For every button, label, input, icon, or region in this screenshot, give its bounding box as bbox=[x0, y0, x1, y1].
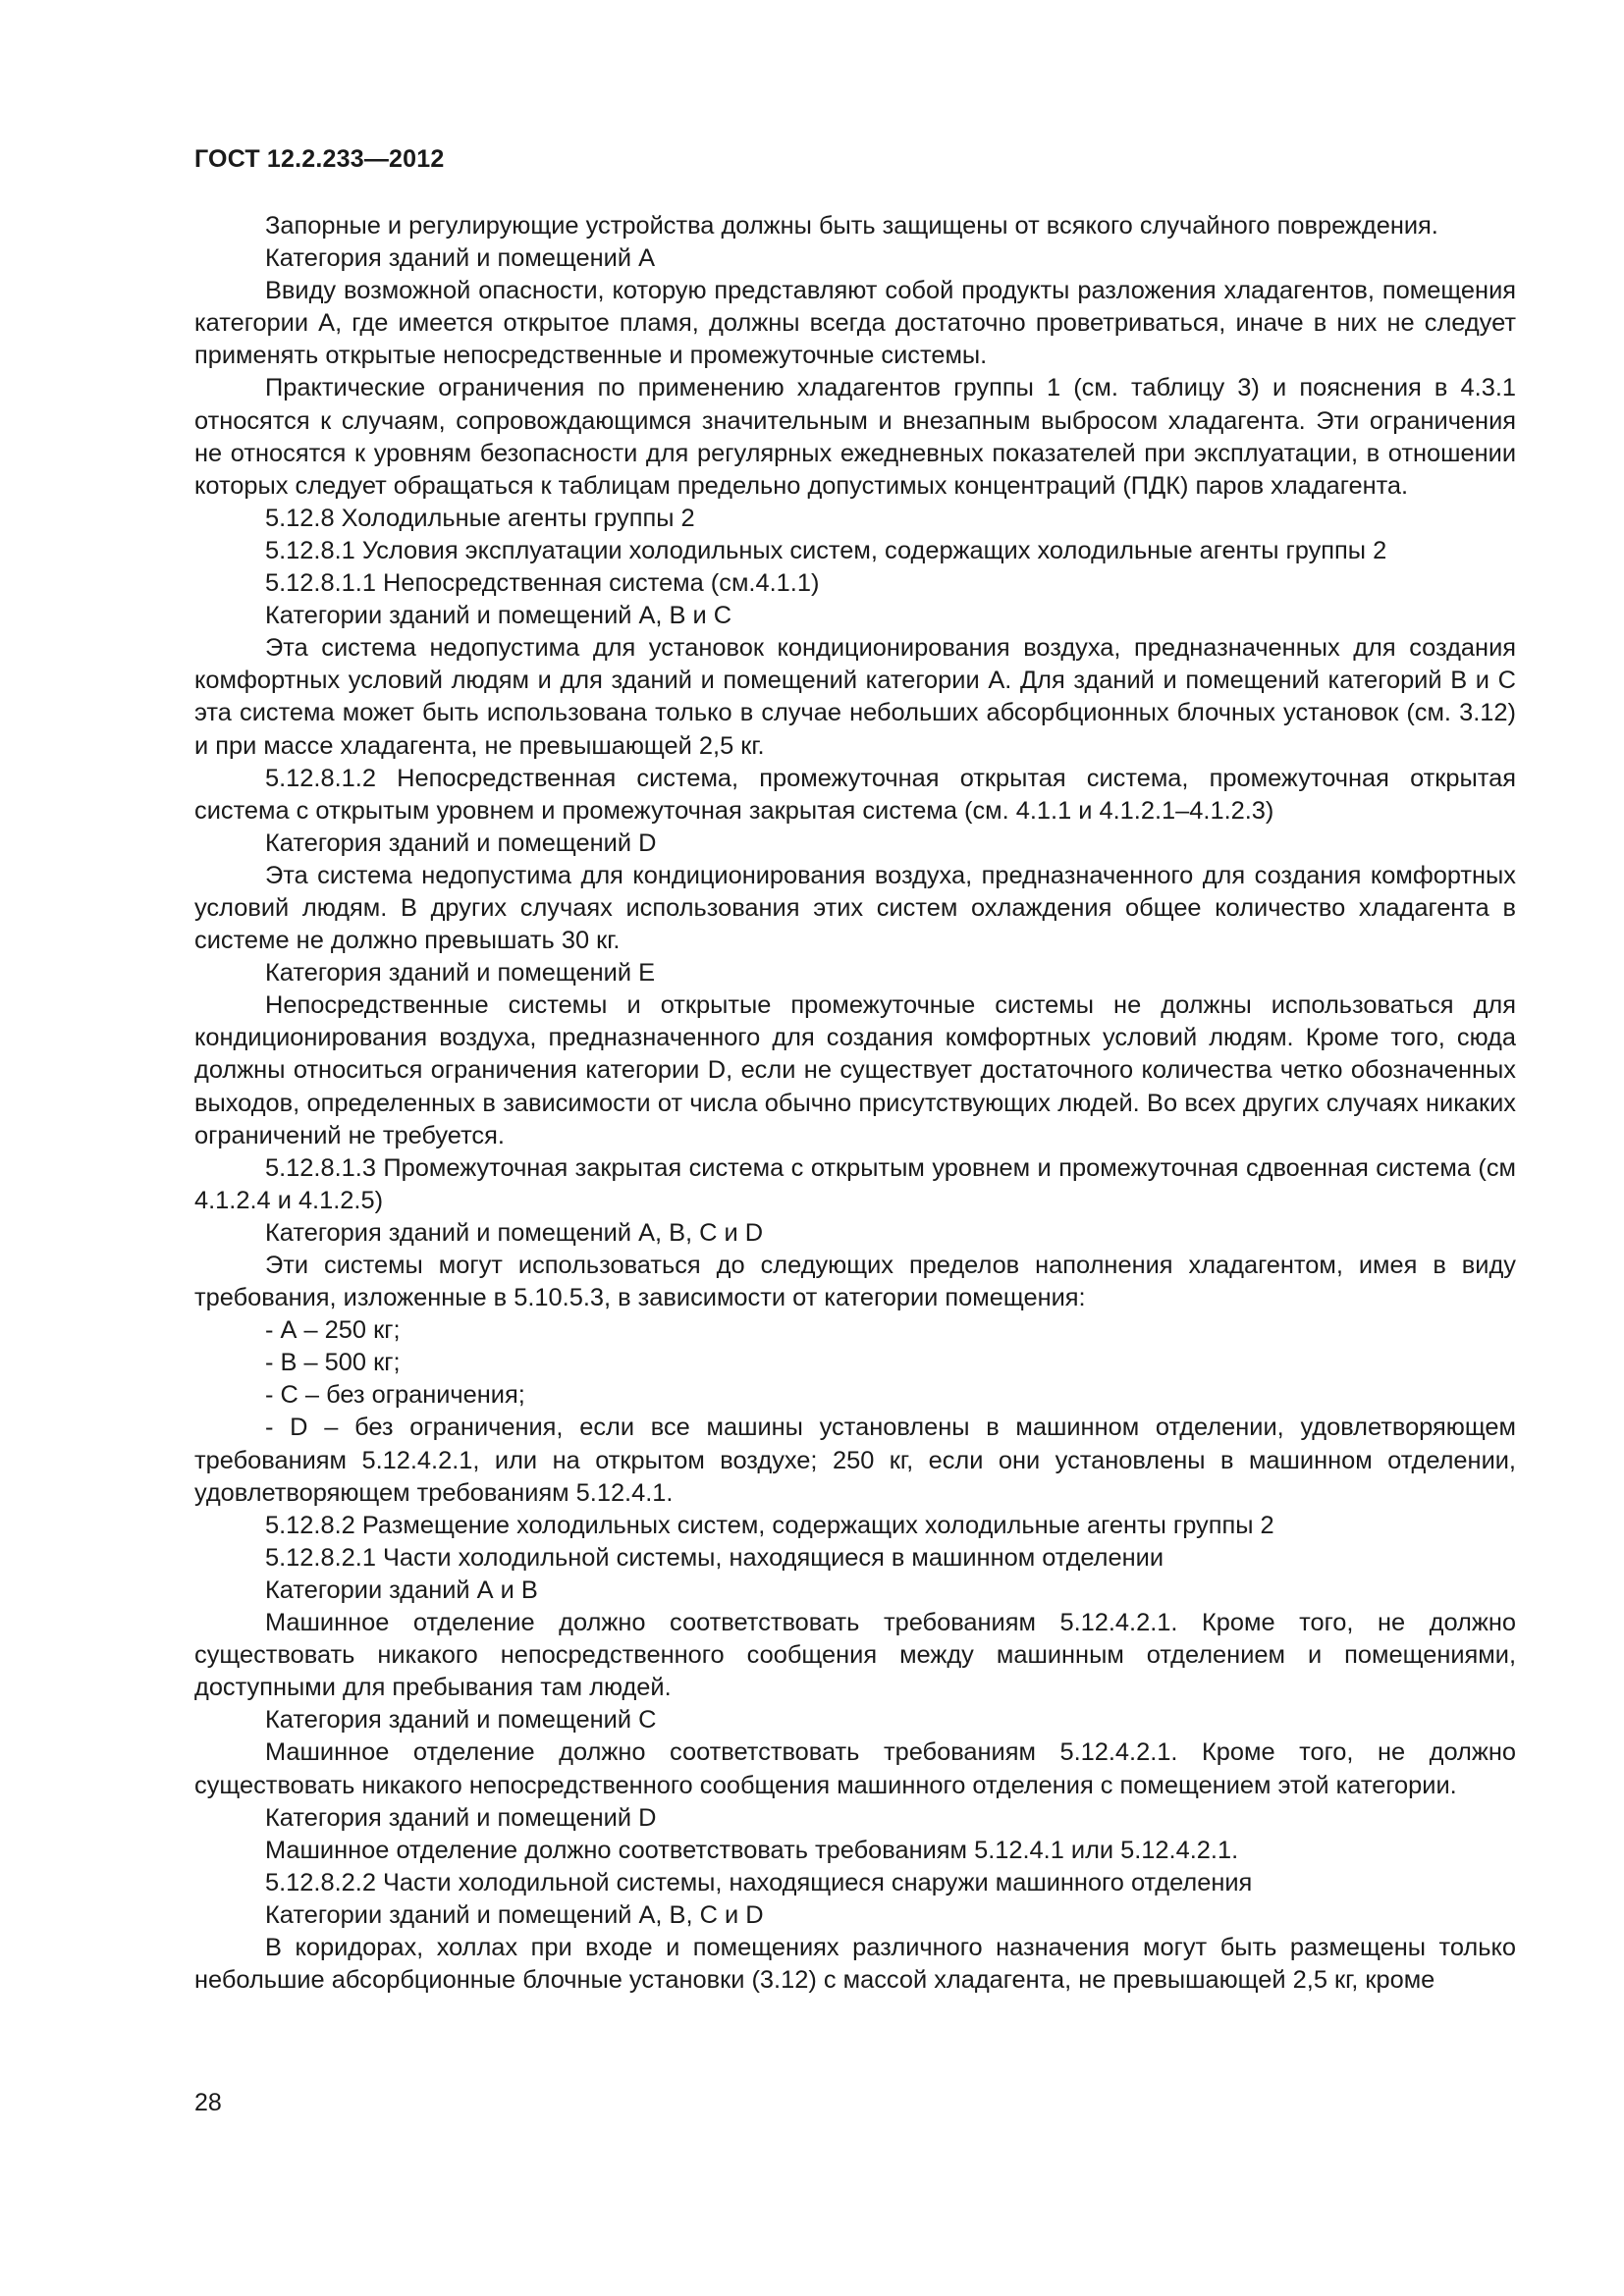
paragraph: Практические ограничения по применению хладагентов группы 1 (см. таблицу 3) и пояснения в 4.3.1 относятся к случаям, сопровождающимся значительным и внезапным выбросом хладагента. Эти ограничения не относятся к уровням безопасности для регулярных ежедневных показателей при эксплуатации, в отношении которых следует обращаться к таблицам предельно допустимых концентраций (ПДК) паров хладагента. bbox=[194, 374, 1516, 500]
category-heading: Категория зданий и помещений А, В, С и D bbox=[265, 1218, 764, 1247]
section-heading: 5.12.8.1.3 Промежуточная закрытая система с открытым уровнем и промежуточная сдвоенная система (см 4.1.2.4 и 4.1.2.5) bbox=[194, 1153, 1516, 1214]
paragraph: Эта система недопустима для кондиционирования воздуха, предназначенного для создания комфортных условий людям. В других случаях использования этих систем охлаждения общее количество хладагента в системе не должно превышать 30 кг. bbox=[194, 861, 1516, 955]
section-heading: 5.12.8.2 Размещение холодильных систем, содержащих холодильные агенты группы 2 bbox=[265, 1511, 1274, 1539]
category-heading: Категория зданий и помещений А bbox=[265, 244, 656, 273]
paragraph: Эти системы могут использоваться до следующих пределов наполнения хладагентом, имея в виду требования, изложенные в 5.10.5.3, в зависимости от категории помещения: bbox=[194, 1252, 1516, 1312]
section-heading: 5.12.8.2.2 Части холодильной системы, находящиеся снаружи машинного отделения bbox=[265, 1868, 1253, 1896]
category-heading: Категория зданий и помещений D bbox=[265, 1803, 657, 1832]
category-heading: Категории зданий и помещений А, В, С и D bbox=[265, 1900, 764, 1929]
category-heading: Категории зданий и помещений А, В и С bbox=[265, 602, 732, 630]
category-heading: Категория зданий и помещений Е bbox=[265, 959, 656, 988]
page-number: 28 bbox=[194, 2089, 222, 2116]
paragraph: Машинное отделение должно соответствовать требованиям 5.12.4.2.1. Кроме того, не должно существовать никакого непосредственного сообщения между машинным отделением и помещениями, доступными для пребывания там людей. bbox=[194, 1609, 1516, 1702]
paragraph: В коридорах, холлах при входе и помещениях различного назначения могут быть размещены только небольшие абсорбционные блочные установки (3.12) с массой хладагента, не превышающей 2,5 кг, кроме bbox=[194, 1933, 1516, 1995]
section-heading: 5.12.8.2.1 Части холодильной системы, находящиеся в машинном отделении bbox=[265, 1543, 1164, 1572]
list-item: - С – без ограничения; bbox=[265, 1381, 525, 1410]
paragraph: Непосредственные системы и открытые промежуточные системы не должны использоваться для кондиционирования воздуха, предназначенного для создания комфортных условий людям. Кроме того, сюда должны относиться ограничения категории D, если не существует достаточного количества четко обозначенных выходов, определенных в зависимости от числа обычно присутствующих людей. Во всех других случаях никаких ограничений не требуется. bbox=[194, 991, 1516, 1149]
section-heading: 5.12.8.1.1 Непосредственная система (см.4.1.1) bbox=[265, 569, 820, 598]
list-item: - В – 500 кг; bbox=[265, 1349, 401, 1377]
category-heading: Категория зданий и помещений С bbox=[265, 1706, 657, 1735]
list-item: - D – без ограничения, если все машины установлены в машинном отделении, удовлетворяющем требованиям 5.12.4.2.1, или на открытом воздухе; 250 кг, если они установлены в машинном отделении, удовлетворяющем требованиям 5.12.4.1. bbox=[194, 1414, 1516, 1507]
document-header: ГОСТ 12.2.233—2012 bbox=[194, 145, 445, 173]
category-heading: Категории зданий А и В bbox=[265, 1575, 538, 1604]
paragraph: Машинное отделение должно соответствовать требованиям 5.12.4.1 или 5.12.4.2.1. bbox=[265, 1836, 1239, 1864]
document-body bbox=[194, 210, 1516, 1997]
category-heading: Категория зданий и помещений D bbox=[265, 828, 657, 857]
section-heading: 5.12.8 Холодильные агенты группы 2 bbox=[265, 504, 695, 532]
section-heading: 5.12.8.1 Условия эксплуатации холодильных систем, содержащих холодильные агенты группы 2 bbox=[265, 536, 1387, 564]
paragraph: Ввиду возможной опасности, которую представляют собой продукты разложения хладагентов, помещения категории А, где имеется открытое пламя, должны всегда достаточно проветриваться, иначе в них не следует применять открытые непосредственные и промежуточные системы. bbox=[194, 277, 1516, 370]
section-heading: 5.12.8.1.2 Непосредственная система, промежуточная открытая система, промежуточная открытая система с открытым уровнем и промежуточная закрытая система (см. 4.1.1 и 4.1.2.1–4.1.2.3) bbox=[194, 764, 1516, 825]
paragraph: Машинное отделение должно соответствовать требованиям 5.12.4.2.1. Кроме того, не должно существовать никакого непосредственного сообщения машинного отделения с помещением этой категории. bbox=[194, 1738, 1516, 1799]
paragraph: Запорные и регулирующие устройства должны быть защищены от всякого случайного повреждения. bbox=[265, 212, 1438, 240]
paragraph: Эта система недопустима для установок кондиционирования воздуха, предназначенных для создания комфортных условий людям и для зданий и помещений категории А. Для зданий и помещений категорий В и С эта система может быть использована только в случае небольших абсорбционных блочных установок (см. 3.12) и при массе хладагента, не превышающей 2,5 кг. bbox=[194, 634, 1516, 760]
list-item: - А – 250 кг; bbox=[265, 1316, 401, 1345]
